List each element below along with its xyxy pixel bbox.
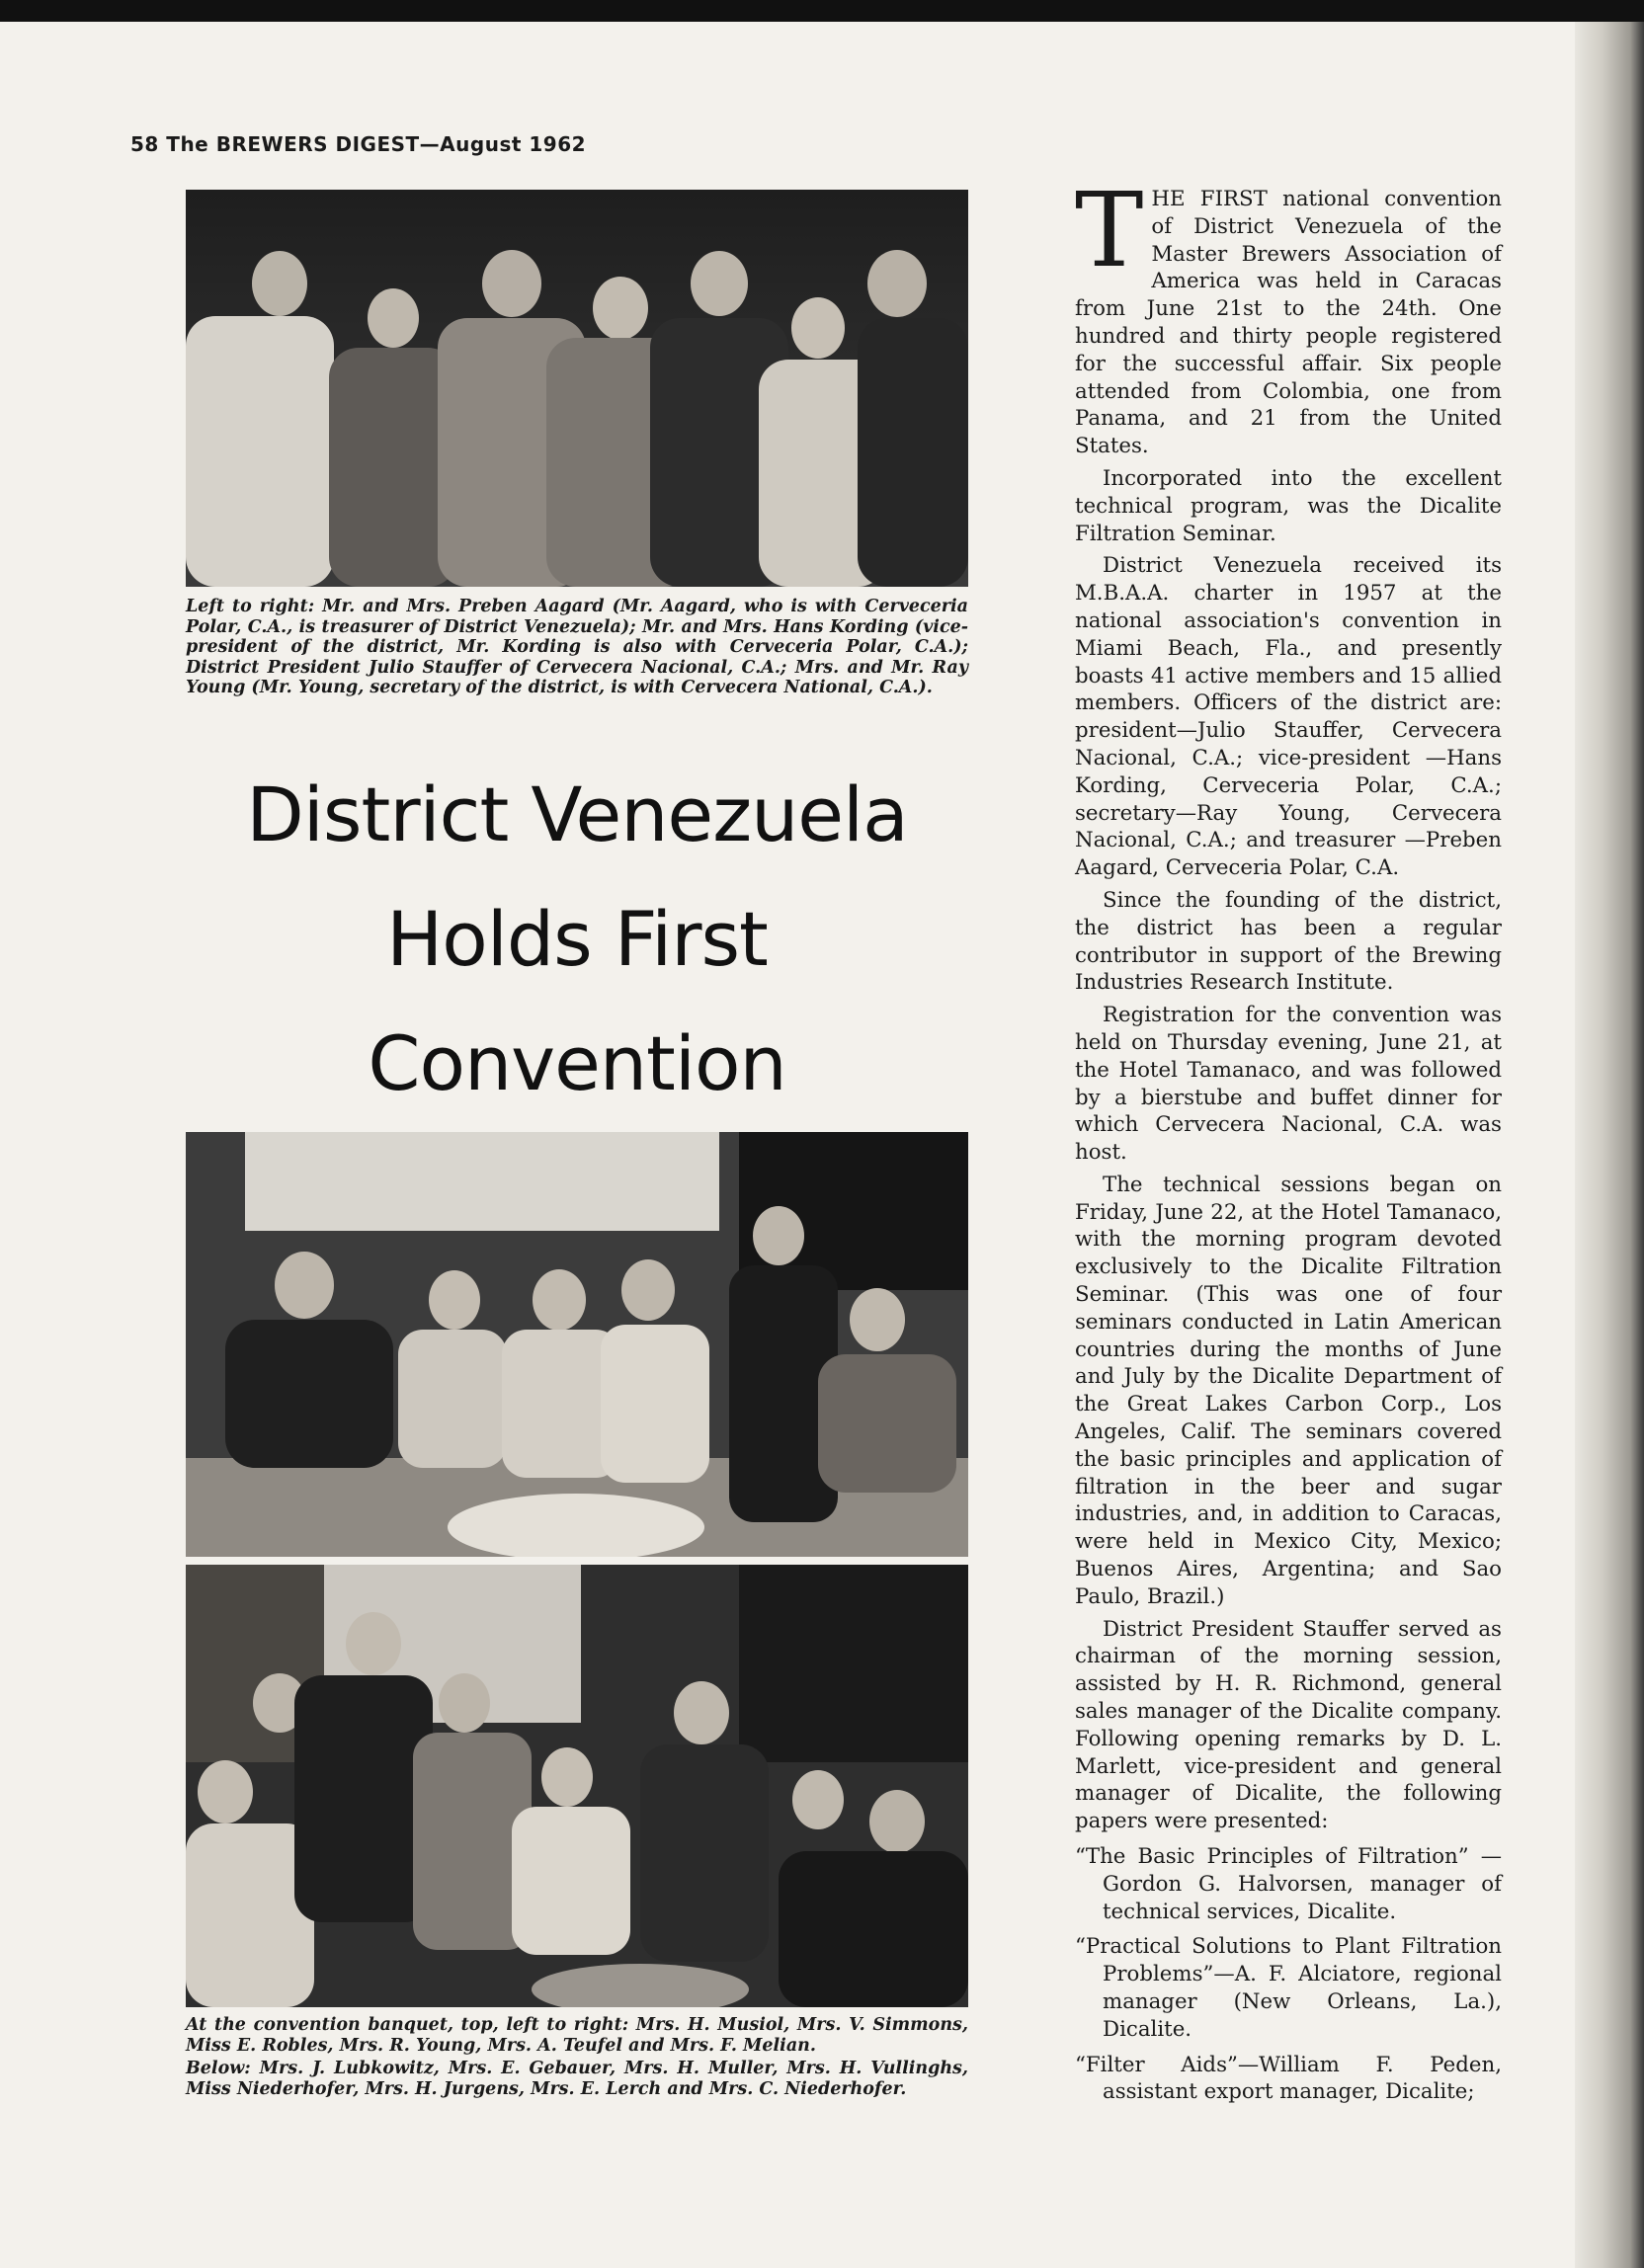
banquet-photo-bottom bbox=[186, 1565, 968, 2007]
officers-caption-text: Left to right: Mr. and Mrs. Preben Aagard (Mr. Aagard, who is with Cerveceria Polar, C.A., is treasurer of District Venezuela); Mr. and Mrs. Hans Kording (vice-president of the district, Mr. Kording is also with Cerveceria Polar, C.A.); District President Julio Stauffer of Cervecera Nacional, C.A.; Mrs. and Mr. Ray Young (Mr. Young, secretary of the district, is with Cervecera National, C.A.). bbox=[186, 597, 968, 697]
banquet-caption-bottom: Below: Mrs. J. Lubkowitz, Mrs. E. Gebauer, Mrs. H. Muller, Mrs. H. Vullinghs, Miss Niederhofer, Mrs. H. Jurgens, Mrs. E. Lerch and Mrs. C. Niederhofer. bbox=[186, 2059, 968, 2099]
headline-line-2: Holds First bbox=[386, 895, 768, 983]
headline-line-3: Convention bbox=[368, 1019, 786, 1107]
article-headline bbox=[186, 753, 968, 1126]
banquet-photo-top bbox=[186, 1132, 968, 1557]
article-paragraph-4: Since the founding of the district, the district has been a regular contributor in support of the Brewing Industries Research Institute. bbox=[1075, 887, 1502, 996]
headline-line-1: District Venezuela bbox=[246, 770, 908, 858]
banquet-caption-top: At the convention banquet, top, left to right: Mrs. H. Musiol, Mrs. V. Simmons, Miss E. Robles, Mrs. R. Young, Mrs. A. Teufel and Mrs. F. Melian. bbox=[186, 2015, 968, 2056]
article-paragraph-5: Registration for the convention was held on Thursday evening, June 21, at the Hotel Tamanaco, and was followed by a bierstube and buffet dinner for which Cervecera Nacional, C.A. was host. bbox=[1075, 1003, 1502, 1166]
article-body bbox=[1075, 170, 1502, 2111]
article-paragraph-7: District President Stauffer served as chairman of the morning session, assisted by H. R. Richmond, general sales manager of the Dicalite company. Following opening remarks by D. L. Marlett, vice-president and general manager of Dicalite, the following papers were presented: bbox=[1075, 1616, 1502, 1834]
article-paragraph-2: Incorporated into the excellent technical program, was the Dicalite Filtration Seminar. bbox=[1075, 465, 1502, 546]
book-binding-shadow bbox=[1575, 22, 1644, 2268]
article-paragraph-6: The technical sessions began on Friday, June 22, at the Hotel Tamanaco, with the morning program devoted exclusively to the Dicalite Filtration Seminar. (This was one of four seminars conducted in Latin American countries during the months of June and July by the Dicalite Department of the Great Lakes Carbon Corp., Los Angeles, Calif. The seminars covered the basic principles and application of filtration in the beer and sugar industries, and, in addition to Caracas, were held in Mexico City, Mexico; Buenos Aires, Argentina; and Sao Paulo, Brazil.) bbox=[1075, 1172, 1502, 1609]
article-paragraph-1 bbox=[1075, 170, 1502, 460]
paper-item-3: “Filter Aids”—William F. Peden, assistant export manager, Dicalite; bbox=[1075, 2052, 1502, 2105]
paper-item-1: “The Basic Principles of Filtration” —Gordon G. Halvorsen, manager of technical services, Dicalite. bbox=[1075, 1844, 1502, 1924]
drop-cap: T bbox=[1075, 170, 1144, 290]
page-header: 58 The BREWERS DIGEST—August 1962 bbox=[130, 132, 587, 156]
banquet-caption bbox=[186, 2015, 968, 2102]
officers-photo bbox=[186, 190, 968, 587]
article-paragraph-1-text: HE FIRST national convention of District Venezuela of the Master Brewers Association of America was held in Caracas from June 21st to the 24th. One hundred and thirty people registered for the successful affair. Six people attended from Colombia, one from Panama, and 21 from the United States. bbox=[1075, 187, 1502, 459]
scan-top-edge bbox=[0, 0, 1644, 22]
officers-caption bbox=[186, 597, 968, 701]
paper-item-2: “Practical Solutions to Plant Filtration Problems”—A. F. Alciatore, regional manager (New Orleans, La.), Dicalite. bbox=[1075, 1934, 1502, 2042]
article-paragraph-3: District Venezuela received its M.B.A.A. charter in 1957 at the national association's convention in Miami Beach, Fla., and presently boasts 41 active members and 15 allied members. Officers of the district are: president—Julio Stauffer, Cervecera Nacional, C.A.; vice-president —Hans Kording, Cerveceria Polar, C.A.; secretary—Ray Young, Cervecera Nacional, C.A.; and treasurer —Preben Aagard, Cerveceria Polar, C.A. bbox=[1075, 553, 1502, 881]
